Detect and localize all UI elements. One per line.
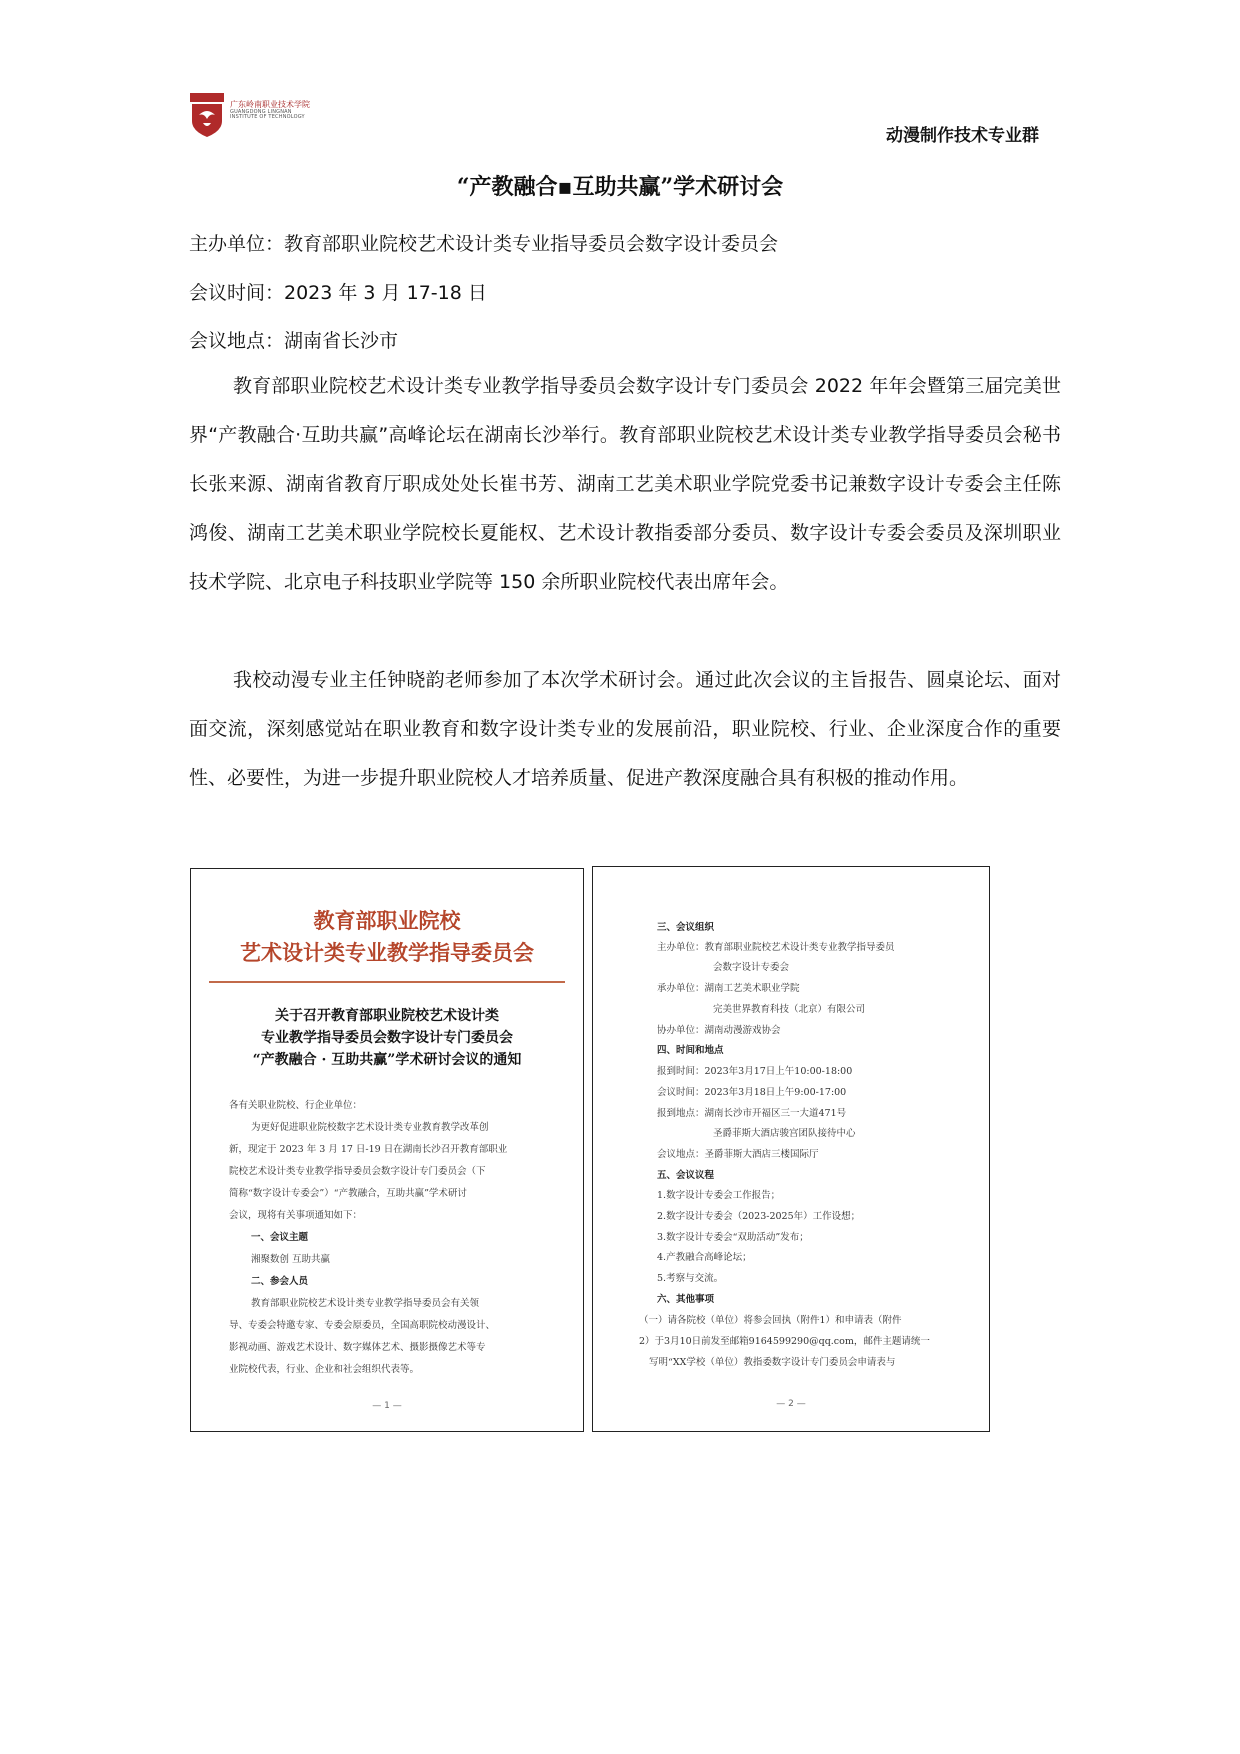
- page2-line: 2）于3月10日前发至邮箱9164599290@qq.com，邮件主题请统一: [639, 1336, 930, 1347]
- page1-line: 影视动画、游戏艺术设计、数字媒体艺术、摄影摄像艺术等专: [229, 1342, 486, 1353]
- page1-line: 简称“数字设计专委会”）“产教融合，互助共赢”学术研讨: [229, 1188, 467, 1199]
- page1-line: 为更好促进职业院校数字艺术设计类专业教育教学改革创: [251, 1122, 489, 1133]
- page2-line: 报到地点：湖南长沙市开福区三一大道471号: [657, 1108, 847, 1119]
- page2-line: （一）请各院校（单位）将参会回执（附件1）和申请表（附件: [639, 1315, 902, 1326]
- page2-line: 4.产教融合高峰论坛；: [657, 1252, 752, 1263]
- page2-line: 完美世界教育科技（北京）有限公司: [713, 1004, 866, 1015]
- document-title: “产教融合▪互助共赢”学术研讨会: [456, 174, 784, 200]
- page1-line: 各有关职业院校、行企业单位：: [229, 1100, 363, 1111]
- page1-line: 院校艺术设计类专业教学指导委员会数字设计专门委员会（下: [229, 1166, 486, 1177]
- page1-line: 导、专委会特邀专家、专委会原委员，全国高职院校动漫设计、: [229, 1320, 496, 1331]
- logo-name-en-2: INSTITUTE OF TECHNOLOGY: [230, 114, 305, 121]
- notice-page-2-image: [592, 866, 990, 1432]
- page2-line: 写明“XX学校（单位）教指委数字设计专门委员会申请表与: [649, 1357, 896, 1368]
- notice-page-1-image: [190, 868, 584, 1432]
- page2-section-heading: 三、会议组织: [657, 922, 715, 933]
- page2-line: 圣爵菲斯大酒店骏宫团队接待中心: [713, 1128, 856, 1139]
- page1-header-rule: [209, 981, 565, 983]
- college-logo: [190, 93, 330, 139]
- page1-section-heading: 二、参会人员: [251, 1276, 309, 1287]
- logo-text: [230, 101, 310, 121]
- page1-line: 会议，现将有关事项通知如下：: [229, 1210, 363, 1221]
- page2-section-heading: 四、时间和地点: [657, 1045, 724, 1056]
- logo-name-en-1: GUANGDONG LINGNAN: [230, 108, 292, 115]
- logo-name-cn: 广东岭南职业技术学院: [230, 100, 310, 109]
- page2-line: 承办单位：湖南工艺美术职业学院: [657, 983, 800, 994]
- page2-line: 5.考察与交流。: [657, 1273, 724, 1284]
- shield-logo-icon: [190, 93, 224, 137]
- page1-title-line1: 关于召开教育部职业院校艺术设计类: [275, 1008, 499, 1024]
- page2-line: 会议地点：圣爵菲斯大酒店三楼国际厅: [657, 1149, 819, 1160]
- page2-line: 主办单位：教育部职业院校艺术设计类专业教学指导委员: [657, 942, 895, 953]
- page1-line: 湘聚数创 互助共赢: [251, 1254, 331, 1265]
- page2-section-heading: 五、会议议程: [657, 1170, 715, 1181]
- page1-line: 新，现定于 2023 年 3 月 17 日-19 日在湖南长沙召开教育部职业: [229, 1144, 508, 1155]
- page2-line: 会数字设计专委会: [713, 962, 790, 973]
- meta-time: 会议时间：2023 年 3 月 17-18 日: [189, 282, 487, 304]
- meta-place: 会议地点：湖南省长沙市: [189, 330, 399, 352]
- page1-line: 教育部职业院校艺术设计类专业教学指导委员会有关领: [251, 1298, 480, 1309]
- page2-line: 报到时间：2023年3月17日上午10:00-18:00: [657, 1066, 853, 1077]
- page2-line: 会议时间：2023年3月18日上午9:00-17:00: [657, 1087, 847, 1098]
- page2-line: 协办单位：湖南动漫游戏协会: [657, 1025, 781, 1036]
- page1-title-line2: 专业教学指导委员会数字设计专门委员会: [261, 1030, 513, 1046]
- body-paragraph-2: 我校动漫专业主任钟晓韵老师参加了本次学术研讨会。通过此次会议的主旨报告、圆桌论坛、面对面交流，深刻感觉站在职业教育和数字设计类专业的发展前沿，职业院校、行业、企业深度合作的重要性、必要性，为进一步提升职业院校人才培养质量、促进产教深度融合具有积极的推动作用。: [189, 669, 1061, 789]
- page1-header-line1: 教育部职业院校: [313, 908, 461, 933]
- page1-page-number: — 1 —: [372, 1401, 402, 1411]
- group-label: 动漫制作技术专业群: [886, 126, 1039, 146]
- page1-title-line3: “产教融合 · 互助共赢”学术研讨会议的通知: [252, 1052, 522, 1068]
- body-paragraph-1: 教育部职业院校艺术设计类专业教学指导委员会数字设计专门委员会 2022 年年会暨第三届完美世界“产教融合·互助共赢”高峰论坛在湖南长沙举行。教育部职业院校艺术设计类专业教学指导委员会秘书长张来源、湖南省教育厅职成处处长崔书芳、湖南工艺美术职业学院党委书记兼数字设计专委会主任陈鸿俊、湖南工艺美术职业学院校长夏能权、艺术设计教指委部分委员、数字设计专委会委员及深圳职业技术学院、北京电子科技职业学院等 150 余所职业院校代表出席年会。: [189, 375, 1061, 593]
- meta-host: 主办单位：教育部职业院校艺术设计类专业指导委员会数字设计委员会: [189, 233, 779, 255]
- page2-page-number: — 2 —: [776, 1399, 806, 1409]
- page2-section-heading: 六、其他事项: [657, 1294, 715, 1305]
- page2-line: 1.数字设计专委会工作报告；: [657, 1190, 781, 1201]
- page1-header-line2: 艺术设计类专业教学指导委员会: [240, 940, 534, 965]
- page2-line: 3.数字设计专委会“双助活动”发布；: [657, 1232, 809, 1243]
- page1-line: 业院校代表，行业、企业和社会组织代表等。: [229, 1364, 420, 1375]
- page1-section-heading: 一、会议主题: [251, 1232, 309, 1243]
- page2-line: 2.数字设计专委会（2023-2025年）工作设想；: [657, 1211, 861, 1222]
